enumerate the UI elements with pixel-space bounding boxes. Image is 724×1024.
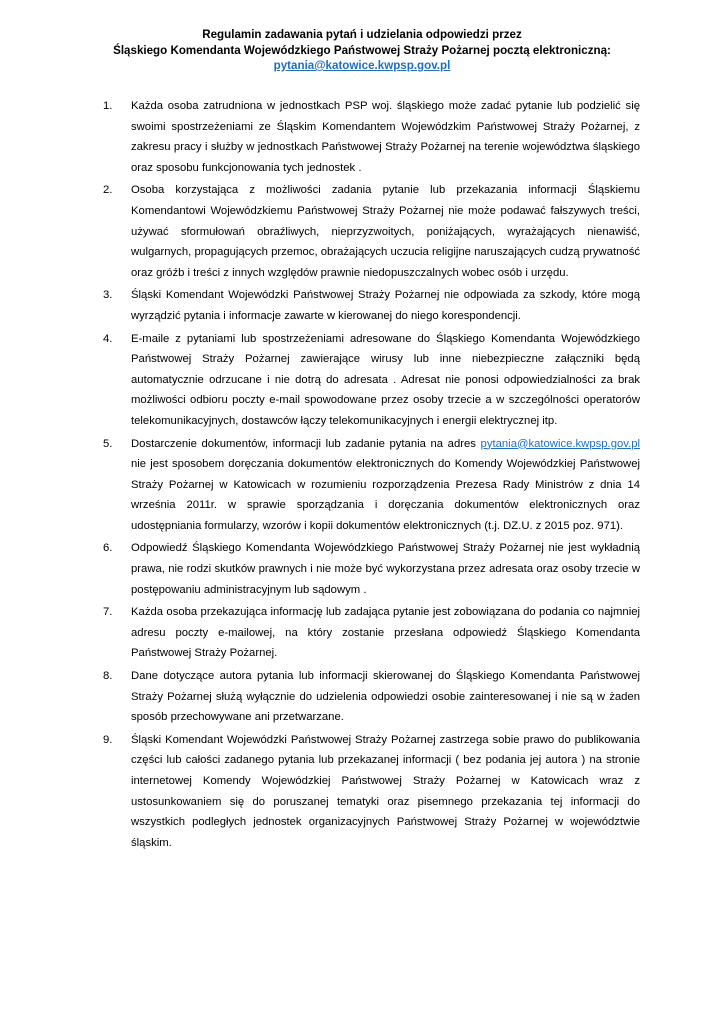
rule-text: Odpowiedź Śląskiego Komendanta Wojewódzkiego Państwowej Straży Pożarnej nie jest wykładnią prawa, nie rodzi skutków prawnych i nie może być wykorzystana przez adresata oraz osoby trzecie w postępowaniu administracyjnym lub sądowym . xyxy=(131,542,640,596)
rule-text: Śląski Komendant Wojewódzki Państwowej Straży Pożarnej zastrzega sobie prawo do publikowania części lub całości zadanego pytania lub przekazanej informacji ( bez podania jej autora ) na stronie internetowej Komendy Wojewódzkiej Państwowej Straży Pożarnej w Katowicach wraz z ustosunkowaniem się do poruszanej tematyki oraz pisemnego przekazania tej informacji do wszystkich podległych jednostek organizacyjnych Państwowej Straży Pożarnej w województwie śląskim. xyxy=(131,733,640,849)
rules-list xyxy=(0,96,724,855)
rule-email-link[interactable]: pytania@katowice.kwpsp.gov.pl xyxy=(480,437,640,450)
rule-item-1 xyxy=(0,96,640,178)
rule-item-5 xyxy=(0,434,640,537)
document-header xyxy=(0,27,724,74)
page-title-line-2: Śląskiego Komendanta Wojewódzkiego Państwowej Straży Pożarnej pocztą elektroniczną: xyxy=(113,43,611,57)
rule-text: Każda osoba przekazująca informację lub zadająca pytanie jest zobowiązana do podania co najmniej adresu poczty e-mailowej, na który zostanie przesłana odpowiedź Śląskiego Komendanta Państwowej Straży Pożarnej. xyxy=(131,606,640,660)
rule-item-4 xyxy=(0,329,640,432)
rule-number: 9. xyxy=(103,733,113,746)
rule-number: 4. xyxy=(103,332,113,345)
rule-text xyxy=(131,434,640,537)
rule-number: 5. xyxy=(103,437,113,450)
rule-item-8 xyxy=(0,666,640,728)
rule-item-2 xyxy=(0,180,640,283)
rule-number: 8. xyxy=(103,670,113,683)
rule-text: Dane dotyczące autora pytania lub informacji skierowanej do Śląskiego Komendanta Państwowej Straży Pożarnej służą wyłącznie do udzielenia odpowiedzi osobie zainteresowanej i nie są w żaden sposób przechowywane ani przetwarzane. xyxy=(131,670,640,724)
rule-item-3 xyxy=(0,285,640,326)
rule-number: 7. xyxy=(103,606,113,619)
page-title-line-1: Regulamin zadawania pytań i udzielania odpowiedzi przez xyxy=(202,28,522,41)
rule-text: Każda osoba zatrudniona w jednostkach PSP woj. śląskiego może zadać pytanie lub podzielić się swoimi spostrzeżeniami ze Śląskim Komendantem Wojewódzkim Państwowej Straży Pożarnej, z zakresu pracy i służby w jednostkach Państwowej Straży Pożarnej na terenie województwa śląskiego oraz sposobu funkcjonowania tych jednostek . xyxy=(131,100,640,174)
header-email-link[interactable]: pytania@katowice.kwpsp.gov.pl xyxy=(273,59,451,72)
rule-text: Śląski Komendant Wojewódzki Państwowej Straży Pożarnej nie odpowiada za szkody, które mogą wyrządzić pytania i informacje zawarte w kierowanej do niego korespondencji. xyxy=(131,289,640,322)
rule-item-9 xyxy=(0,730,640,854)
rule-number: 3. xyxy=(103,289,113,302)
rule-text: Osoba korzystająca z możliwości zadania pytanie lub przekazania informacji Śląskiemu Komendantowi Wojewódzkiemu Państwowej Straży Pożarnej nie może podawać fałszywych treści, używać sformułowań obraźliwych, nieprzyzwoitych, poniżających, wyrażających nienawiść, wulgarnych, propagujących przemoc, obrażających uczucia religijne naruszających cudzą prywatność oraz gróźb i treści z innych względów prawnie niedopuszczalnych wobec osób i urzędu. xyxy=(131,184,640,279)
rule-number: 1. xyxy=(103,100,113,112)
rule-item-7 xyxy=(0,602,640,664)
rule-item-6 xyxy=(0,538,640,600)
rule-text-before-link: Dostarczenie dokumentów, informacji lub zadanie pytania na adres xyxy=(131,437,481,450)
rule-number: 6. xyxy=(103,542,113,555)
rule-number: 2. xyxy=(103,184,113,197)
rule-text-after-link: nie jest sposobem doręczania dokumentów elektronicznych do Komendy Wojewódzkiej Państwowej Straży Pożarnej w Katowicach w rozumieniu rozporządzenia Prezesa Rady Ministrów z dnia 14 września 2011r. w sprawie sporządzania i doręczania dokumentów elektronicznych oraz udostępniania formularzy, wzorów i kopii dokumentów elektronicznych (t.j. DZ.U. z 2015 poz. 971). xyxy=(131,458,640,532)
rule-text: E-maile z pytaniami lub spostrzeżeniami adresowane do Śląskiego Komendanta Wojewódzkiego Państwowej Straży Pożarnej zawierające wirusy lub inne niebezpieczne załączniki będą automatycznie odrzucane i nie dotrą do adresata . Adresat nie ponosi odpowiedzialności za brak możliwości odbioru poczty e-mail spowodowane przez osoby trzecie a w szczególności operatorów telekomunikacyjnych, dostawców łączy telekomunikacyjnych i energii elektrycznej itp. xyxy=(131,332,640,427)
